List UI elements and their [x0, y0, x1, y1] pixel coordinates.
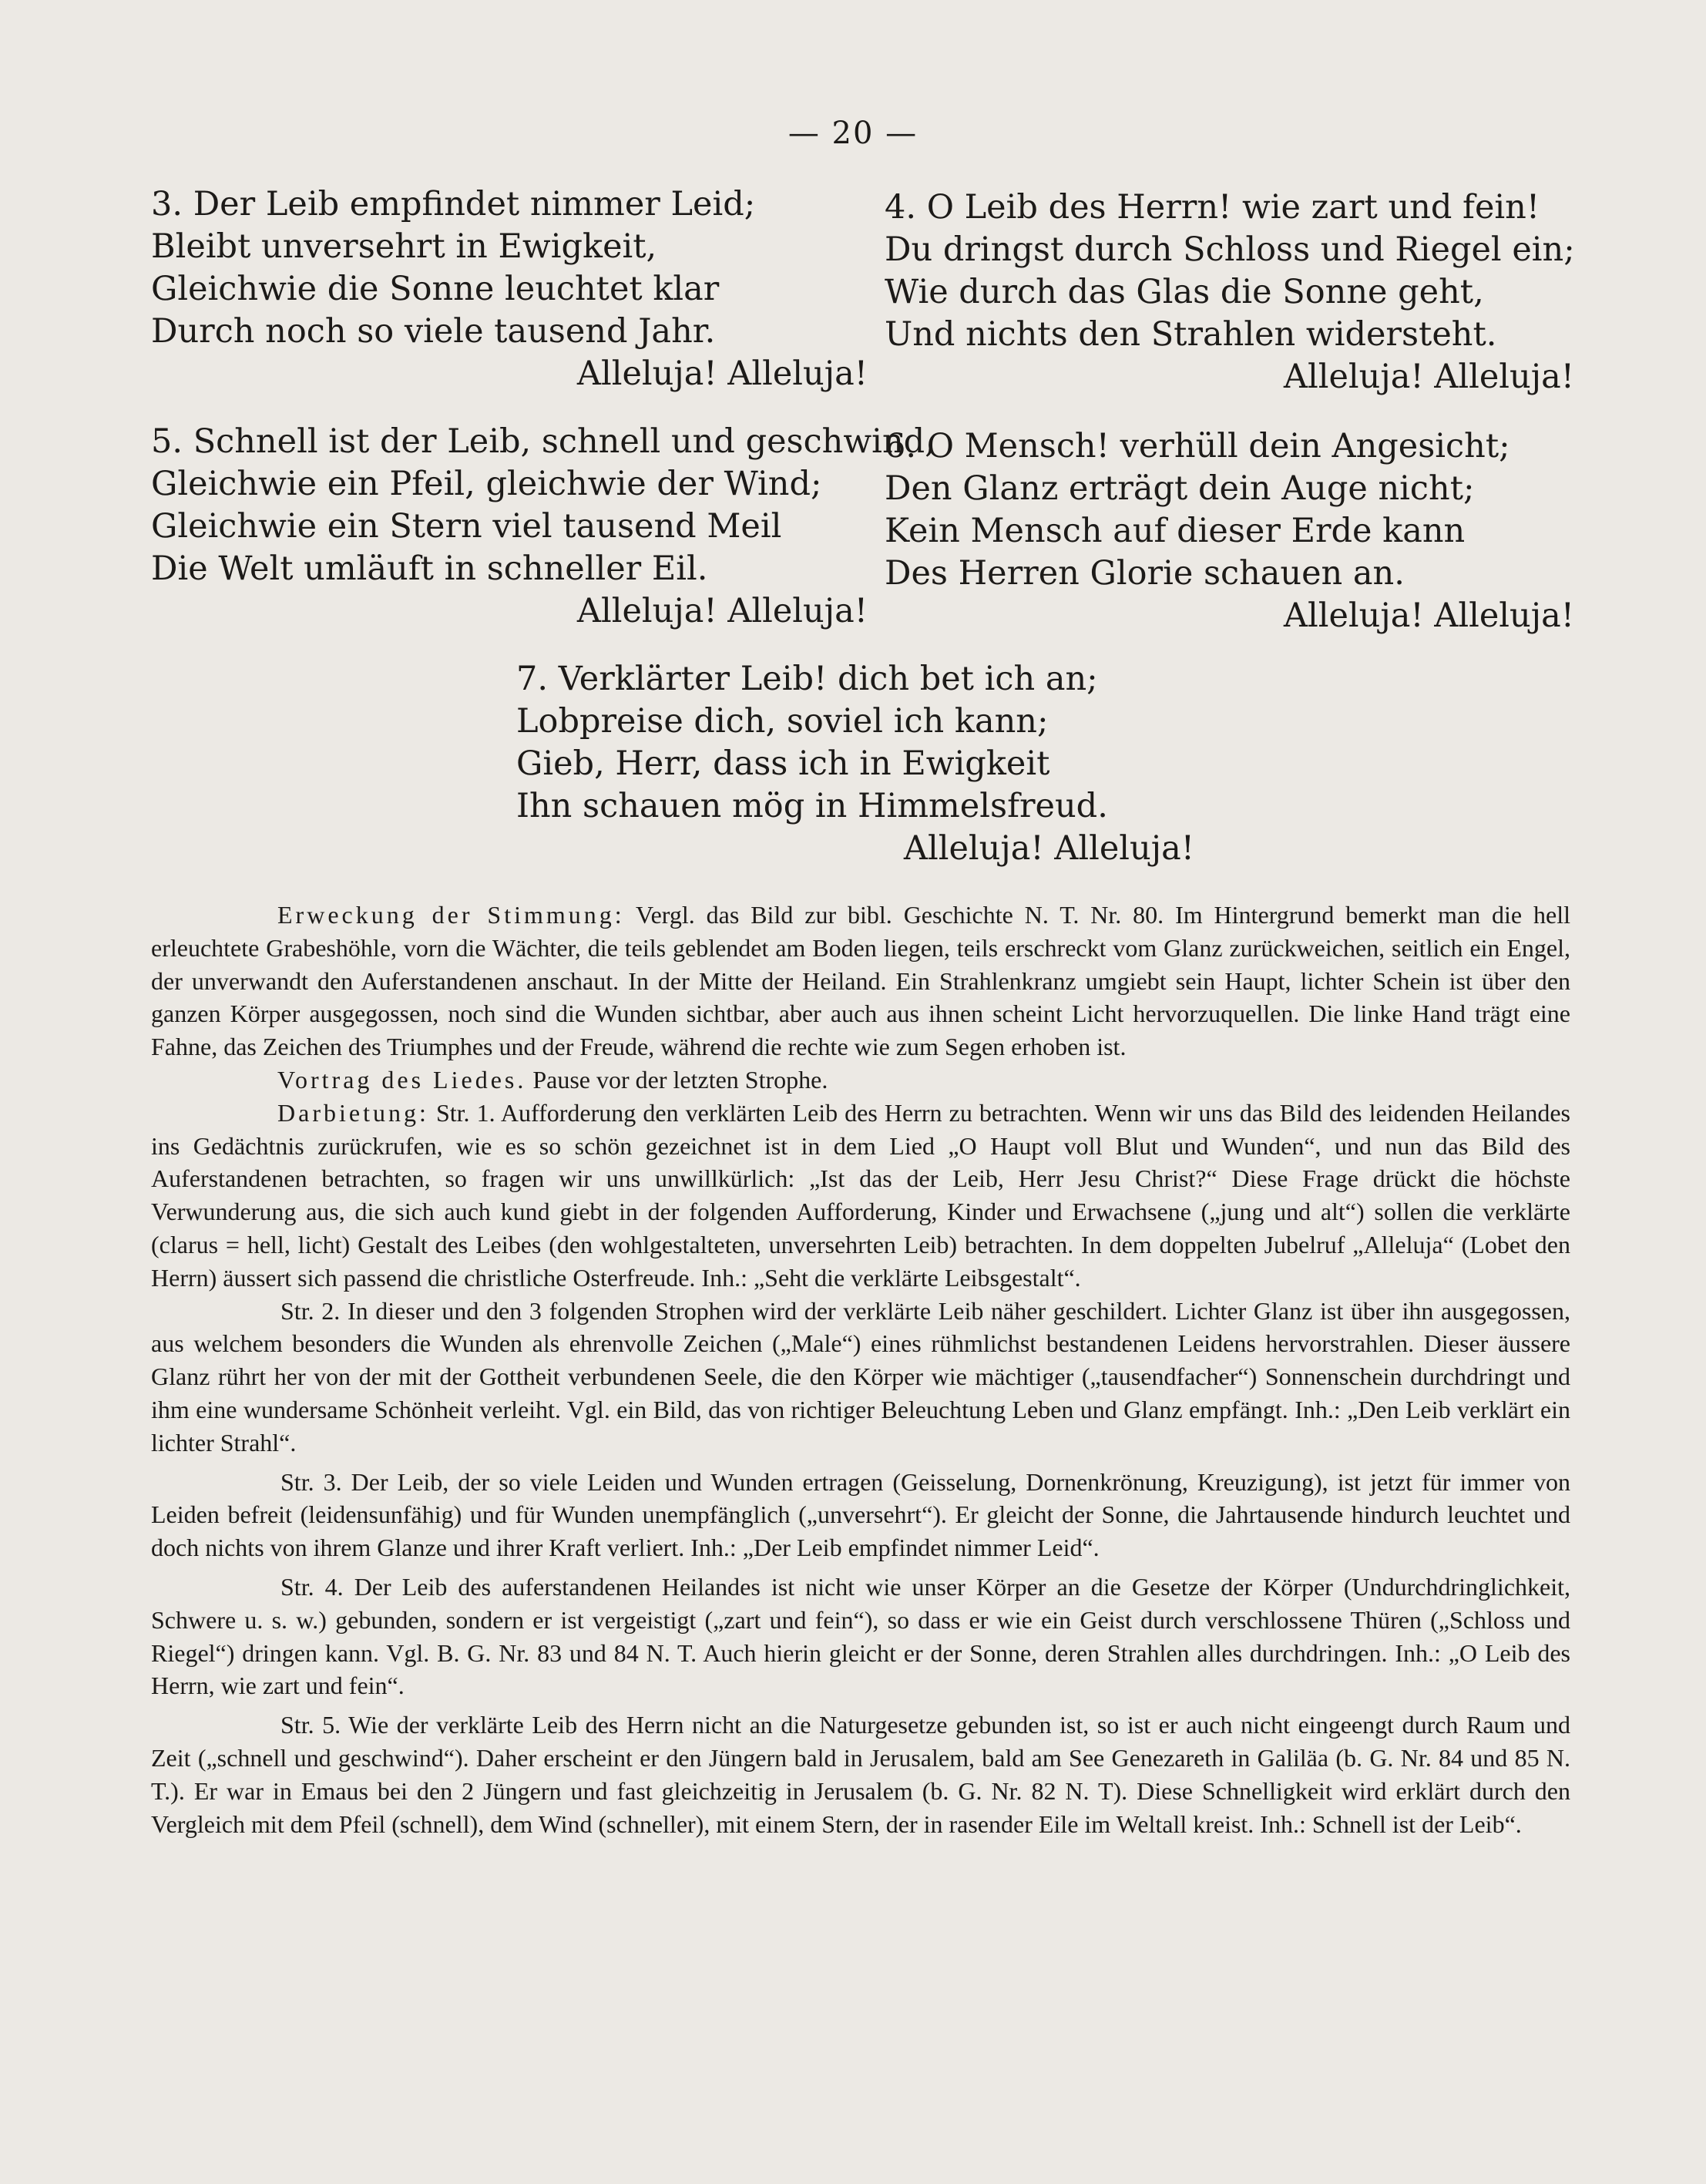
stanza-3 — [151, 183, 868, 395]
verse-line: Kein Mensch auf dieser Erde kann — [885, 512, 1466, 550]
paragraph-text: Vergl. das Bild zur bibl. Geschichte N. T. Nr. 80. Im Hintergrund bemerkt man die hell erleuchtete Grabeshöhle, vorn die Wächter, die teils geblendet am Boden liegen, teils erschreckt vom Glanz zurückweichen, seitlich ein Engel, der unverwandt den Auferstandenen anschaut. In der Mitte der Heiland. Ein Strahlenkranz umgiebt sein Haupt, lichter Schein ist über den ganzen Körper ausgegossen, noch sind die Wunden sichtbar, aber auch aus ihnen scheint Licht hervorzuquellen. Die linke Hand trägt eine Fahne, das Zeichen des Triumphes und der Freude, während die rechte wie zum Segen erhoben ist. — [151, 901, 1571, 1061]
verse-line: Gleichwie ein Stern viel tausend Meil — [151, 507, 782, 546]
paragraph-text: Str. 1. Aufforderung den verklärten Leib des Herrn zu betrachten. Wenn wir uns das Bild des leidenden Heilandes ins Gedächtnis zurückrufen, wie es so schön gezeichnet ist in dem Lied „O Haupt voll Blut und Wunden“, und nun das Bild des Auferstandenen betrachten, so fragen wir uns unwillkürlich: „Ist das der Leib, Herr Jesu Christ?“ Diese Frage drückt die höchste Verwunderung aus, die sich auch kund giebt in der folgenden Aufforderung, Kinder und Erwachsene („jung und alt“) sollen die verklärte (clarus = hell, licht) Gestalt des Leibes (den wohlgestalteten, unversehrten Leib) betrachten. In dem doppelten Jubelruf „Alleluja“ (Lobet den Herrn) äussert sich passend die christliche Osterfreude. Inh.: „Seht die verklärte Leibsgestalt“. — [151, 1098, 1571, 1292]
stanza-4 — [885, 186, 1574, 398]
verse-line: Die Welt umläuft in schneller Eil. — [151, 549, 708, 588]
verse-line: Gleichwie ein Pfeil, gleichwie der Wind; — [151, 465, 822, 503]
paragraph-darbietung — [151, 1097, 1570, 1295]
section-label: Erweckung der Stimmung: — [277, 901, 625, 929]
verse-line: Bleibt unversehrt in Ewigkeit, — [151, 227, 657, 266]
paragraph-str5: Str. 5. Wie der verklärte Leib des Herrn nicht an die Naturgesetze gebunden ist, so ist er auch nicht eingeengt durch Raum und Zeit („schnell und geschwind“). Daher erscheint er den Jüngern bald in Jerusalem, bald am See Genezareth in Galiläa (b. G. Nr. 84 und 85 N. T.). Er war in Emaus bei den 2 Jüngern und fast gleichzeitig in Jerusalem (b. G. Nr. 82 N. T). Diese Schnelligkeit wird erklärt durch den Vergleich mit dem Pfeil (schnell), dem Wind (schneller), mit einem Stern, der in rasender Eile im Weltall kreist. Inh.: Schnell ist der Leib“. — [151, 1711, 1570, 1838]
verse-line: 4. O Leib des Herrn! wie zart und fein! — [885, 188, 1540, 227]
verse-line: Du dringst durch Schloss und Riegel ein; — [885, 230, 1575, 269]
refrain: Alleluja! Alleluja! — [576, 592, 868, 630]
paragraph-str2: Str. 2. In dieser und den 3 folgenden Strophen wird der verklärte Leib näher geschildert. Lichter Glanz ist über ihn ausgegossen, aus welchem besonders die Wunden als ehrenvolle Zeichen („Male“) eines rühmlichst bestandenen Leidens hervorstrahlen. Dieser äussere Glanz rührt her von der mit der Gottheit verbundenen Seele, die den Körper wie mächtiger („tausendfacher“) Sonnenschein durchdringt und ihm eine wundersame Schönheit verleiht. Vgl. ein Bild, das von richtiger Beleuchtung Leben und Glanz empfängt. Inh.: „Den Leib verklärt ein lichter Strahl“. — [151, 1296, 1570, 1457]
commentary — [151, 899, 1570, 1840]
verse-line: 6. O Mensch! verhüll dein Angesicht; — [885, 427, 1510, 465]
section-label: Darbietung: — [277, 1098, 429, 1127]
verse-line: Ihn schauen mög in Himmelsfreud. — [516, 787, 1108, 825]
stanza-6 — [885, 425, 1574, 637]
paragraph-vortrag — [151, 1063, 1570, 1097]
paragraph-erweckung — [151, 899, 1570, 1063]
page-number: — 20 — — [788, 116, 918, 151]
refrain: Alleluja! Alleluja! — [576, 354, 868, 393]
paragraph-str3: Str. 3. Der Leib, der so viele Leiden und Wunden ertragen (Geisselung, Dornenkrönung, Kreuzigung), ist jetzt für immer von Leiden befreit (leidensunfähig) und für Wunden unempfänglich („unversehrt“). Er gleicht der Sonne, die Jahrtausende hindurch leuchtet und doch nichts von ihrem Glanze und ihrer Kraft verliert. Inh.: „Der Leib empfindet nimmer Leid“. — [151, 1467, 1570, 1562]
verse-line: Gleichwie die Sonne leuchtet klar — [151, 270, 720, 308]
verse-line: 7. Verklärter Leib! dich bet ich an; — [516, 660, 1098, 698]
verse-line: 3. Der Leib empfindet nimmer Leid; — [151, 185, 756, 223]
refrain: Alleluja! Alleluja! — [903, 829, 1194, 868]
verse-line: Den Glanz erträgt dein Auge nicht; — [885, 469, 1475, 508]
refrain: Alleluja! Alleluja! — [1283, 596, 1574, 635]
verse-line: Und nichts den Strahlen widersteht. — [885, 315, 1497, 354]
paragraph-str4: Str. 4. Der Leib des auferstandenen Heilandes ist nicht wie unser Körper an die Gesetze der Körper (Undurchdringlichkeit, Schwere u. s. w.) gebunden, sondern er ist vergeistigt („zart und fein“), so dass er wie ein Geist durch verschlossene Thüren („Schloss und Riegel“) dringen kann. Vgl. B. G. Nr. 83 und 84 N. T. Auch hierin gleicht er der Sonne, deren Strahlen alles durchdringen. Inh.: „O Leib des Herrn, wie zart und fein“. — [151, 1572, 1570, 1700]
stanza-7 — [516, 658, 1194, 870]
verse-line: Lobpreise dich, soviel ich kann; — [516, 702, 1049, 741]
stanza-5 — [151, 421, 935, 633]
verse-line: Gieb, Herr, dass ich in Ewigkeit — [516, 744, 1050, 783]
paragraph-text: Pause vor der letzten Strophe. — [532, 1065, 828, 1094]
section-label: Vortrag des Liedes. — [277, 1065, 527, 1094]
refrain: Alleluja! Alleluja! — [1283, 358, 1574, 396]
verse-line: 5. Schnell ist der Leib, schnell und geschwind, — [151, 422, 935, 461]
verse-line: Des Herren Glorie schauen an. — [885, 554, 1405, 593]
verse-line: Wie durch das Glas die Sonne geht, — [885, 273, 1484, 311]
verse-line: Durch noch so viele tausend Jahr. — [151, 312, 716, 351]
